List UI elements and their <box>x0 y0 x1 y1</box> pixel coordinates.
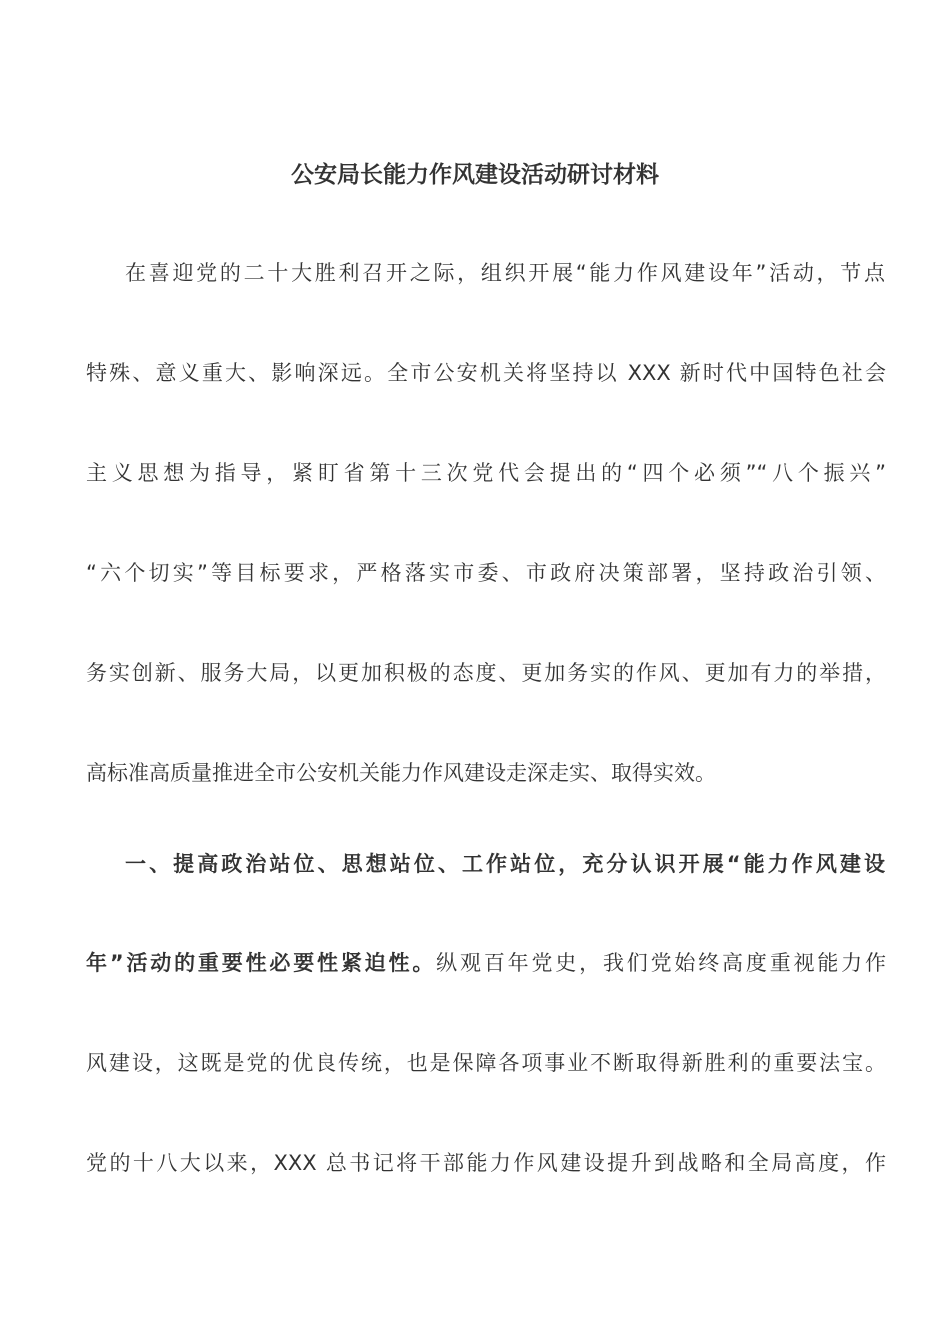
paragraph-line: 党的十八大以来，XXX 总书记将干部能力作风建设提升到战略和全局高度，作 <box>86 1151 886 1175</box>
paragraph-line: 高标准高质量推进全市公安机关能力作风建设走深走实、取得实效。 <box>86 761 716 785</box>
paragraph-line: 务实创新、服务大局，以更加积极的态度、更加务实的作风、更加有力的举措， <box>86 661 886 685</box>
paragraph-line: 风建设，这既是党的优良传统，也是保障各项事业不断取得新胜利的重要法宝。 <box>86 1051 886 1075</box>
section-body-start: 纵观百年党史，我们党始终高度重视能力作 <box>436 951 886 975</box>
section-heading-tail: 年”活动的重要性必要性紧迫性。 <box>86 951 437 975</box>
document-title: 公安局长能力作风建设活动研讨材料 <box>291 162 659 188</box>
paragraph-line: 特殊、意义重大、影响深远。全市公安机关将坚持以 XXX 新时代中国特色社会 <box>86 361 886 385</box>
section-mixed-line <box>86 947 886 977</box>
paragraph-line: 在喜迎党的二十大胜利召开之际，组织开展“能力作风建设年”活动，节点 <box>125 261 885 285</box>
section-heading-line: 一、提高政治站位、思想站位、工作站位，充分认识开展“能力作风建设 <box>125 852 885 876</box>
paragraph-line: 主义思想为指导，紧盯省第十三次党代会提出的“四个必须”“八个振兴” <box>86 461 886 485</box>
paragraph-line: “六个切实”等目标要求，严格落实市委、市政府决策部署，坚持政治引领、 <box>86 561 886 585</box>
